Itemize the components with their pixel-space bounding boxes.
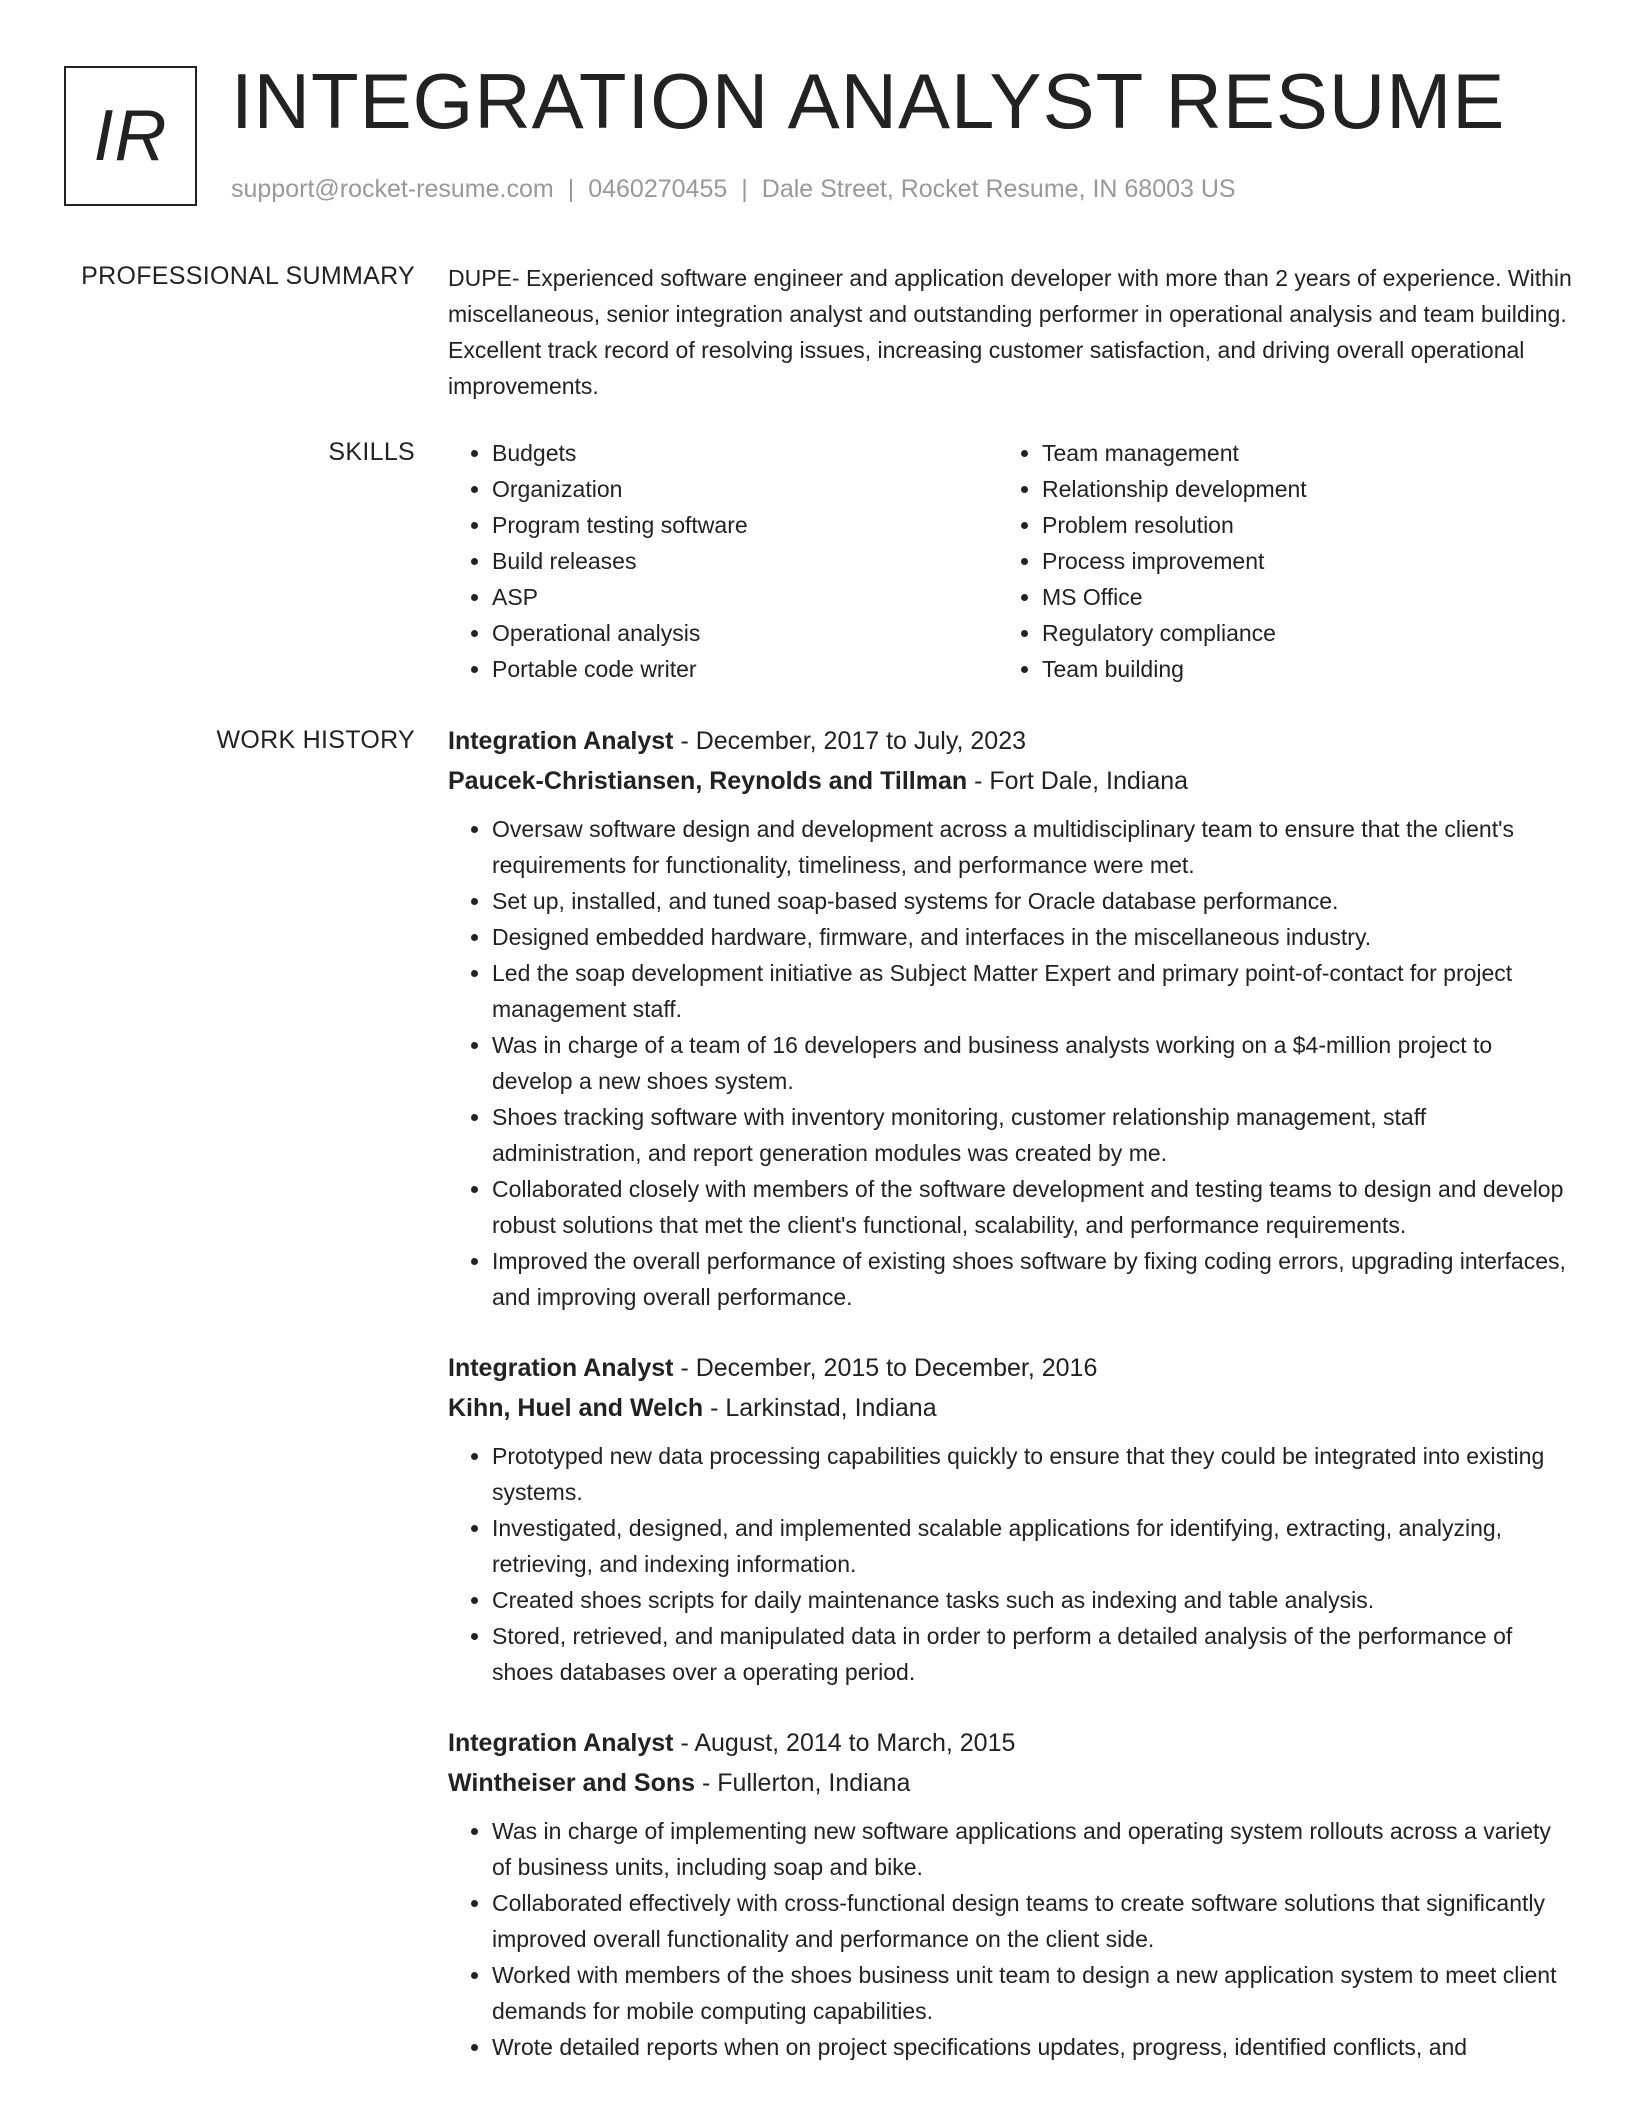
job-entry bbox=[448, 1348, 1573, 1690]
job-bullet: • Set up, installed, and tuned soap-based systems for Oracle database performance. bbox=[492, 883, 1573, 919]
job-bullet: • Was in charge of implementing new software applications and operating system rollouts across a variety of business units, including soap and bike. bbox=[492, 1813, 1573, 1885]
job-title-line bbox=[448, 1348, 1573, 1388]
skill-item: • Budgets bbox=[492, 435, 998, 471]
job-title: Integration Analyst bbox=[448, 727, 674, 755]
contact-address: Dale Street, Rocket Resume, IN 68003 US bbox=[761, 175, 1236, 203]
job-company-line bbox=[448, 1388, 1573, 1428]
job-bullet: • Improved the overall performance of existing shoes software by fixing coding errors, upgrading interfaces, and improving overall performance. bbox=[492, 1243, 1573, 1315]
work-history-label: WORK HISTORY bbox=[216, 726, 415, 754]
resume-title: INTEGRATION ANALYST RESUME bbox=[231, 57, 1506, 145]
skill-item: • Build releases bbox=[492, 543, 998, 579]
skill-item: • Organization bbox=[492, 471, 998, 507]
job-company: Kihn, Huel and Welch bbox=[448, 1394, 704, 1422]
job-location: - Fort Dale, Indiana bbox=[967, 767, 1189, 795]
job-location: - Larkinstad, Indiana bbox=[703, 1394, 937, 1422]
job-title: Integration Analyst bbox=[448, 1729, 674, 1757]
skills-section bbox=[448, 435, 1573, 687]
job-company-line bbox=[448, 761, 1573, 801]
monogram-logo: IR bbox=[64, 66, 197, 206]
job-bullet: • Created shoes scripts for daily maintenance tasks such as indexing and table analysis. bbox=[492, 1582, 1573, 1618]
job-title-line bbox=[448, 1723, 1573, 1763]
job-company: Wintheiser and Sons bbox=[448, 1769, 696, 1797]
contact-separator: | bbox=[741, 175, 748, 203]
job-bullet: • Stored, retrieved, and manipulated data in order to perform a detailed analysis of the performance of shoes databases over a operating period. bbox=[492, 1618, 1573, 1690]
job-bullet: • Investigated, designed, and implemented scalable applications for identifying, extracting, analyzing, retrieving, and indexing information. bbox=[492, 1510, 1573, 1582]
job-bullet: • Designed embedded hardware, firmware, and interfaces in the miscellaneous industry. bbox=[492, 919, 1573, 955]
job-entry bbox=[448, 1723, 1573, 2065]
job-bullet: • Worked with members of the shoes business unit team to design a new application system to meet client demands for mobile computing capabilities. bbox=[492, 1957, 1573, 2029]
skills-list-right bbox=[998, 435, 1548, 687]
job-bullet: • Wrote detailed reports when on project specifications updates, progress, identified conflicts, and bbox=[492, 2029, 1573, 2065]
skill-item: • Regulatory compliance bbox=[1042, 615, 1548, 651]
skill-item: • MS Office bbox=[1042, 579, 1548, 615]
job-company: Paucek-Christiansen, Reynolds and Tillman bbox=[448, 767, 968, 795]
job-bullets bbox=[448, 1438, 1573, 1690]
skill-item: • Problem resolution bbox=[1042, 507, 1548, 543]
job-bullet: • Led the soap development initiative as Subject Matter Expert and primary point-of-contact for project management staff. bbox=[492, 955, 1573, 1027]
contact-separator: | bbox=[567, 175, 575, 203]
skill-item: • Process improvement bbox=[1042, 543, 1548, 579]
job-title-line bbox=[448, 721, 1573, 761]
skill-item: • Team building bbox=[1042, 651, 1548, 687]
job-bullet: • Collaborated closely with members of the software development and testing teams to design and develop robust solutions that met the client's functional, scalability, and performance requirements. bbox=[492, 1171, 1573, 1243]
job-dates: - December, 2015 to December, 2016 bbox=[673, 1354, 1098, 1382]
summary-section bbox=[448, 260, 1573, 404]
job-title: Integration Analyst bbox=[448, 1354, 674, 1382]
job-bullet: • Was in charge of a team of 16 developers and business analysts working on a $4-million project to develop a new shoes system. bbox=[492, 1027, 1573, 1099]
skill-item: • ASP bbox=[492, 579, 998, 615]
summary-label: PROFESSIONAL SUMMARY bbox=[81, 262, 415, 290]
skill-item: • Program testing software bbox=[492, 507, 998, 543]
contact-email: support@rocket-resume.com bbox=[231, 175, 554, 203]
skill-item: • Portable code writer bbox=[492, 651, 998, 687]
skills-label: SKILLS bbox=[328, 438, 415, 466]
summary-text: DUPE- Experienced software engineer and application developer with more than 2 years of experience. Within miscellaneous, senior integration analyst and outstanding performer in operational analysis and team building. Excellent track record of resolving issues, increasing customer satisfaction, and driving overall operational improvements. bbox=[448, 265, 1572, 399]
job-location: - Fullerton, Indiana bbox=[695, 1769, 911, 1797]
job-entry bbox=[448, 721, 1573, 1315]
skill-item: • Operational analysis bbox=[492, 615, 998, 651]
job-bullets bbox=[448, 1813, 1573, 2065]
work-history-section bbox=[448, 721, 1573, 2098]
contact-phone: 0460270455 bbox=[588, 175, 728, 203]
skill-item: • Relationship development bbox=[1042, 471, 1548, 507]
skill-item: • Team management bbox=[1042, 435, 1548, 471]
skills-list-left bbox=[448, 435, 998, 687]
job-dates: - August, 2014 to March, 2015 bbox=[673, 1729, 1016, 1757]
job-bullet: • Prototyped new data processing capabilities quickly to ensure that they could be integrated into existing systems. bbox=[492, 1438, 1573, 1510]
job-bullets bbox=[448, 811, 1573, 1315]
job-bullet: • Shoes tracking software with inventory monitoring, customer relationship management, staff administration, and report generation modules was created by me. bbox=[492, 1099, 1573, 1171]
job-dates: - December, 2017 to July, 2023 bbox=[673, 727, 1027, 755]
job-company-line bbox=[448, 1763, 1573, 1803]
job-bullet: • Collaborated effectively with cross-functional design teams to create software solutions that significantly improved overall functionality and performance on the client side. bbox=[492, 1885, 1573, 1957]
job-bullet: • Oversaw software design and development across a multidisciplinary team to ensure that the client's requirements for functionality, timeliness, and performance were met. bbox=[492, 811, 1573, 883]
contact-line bbox=[231, 175, 1236, 204]
